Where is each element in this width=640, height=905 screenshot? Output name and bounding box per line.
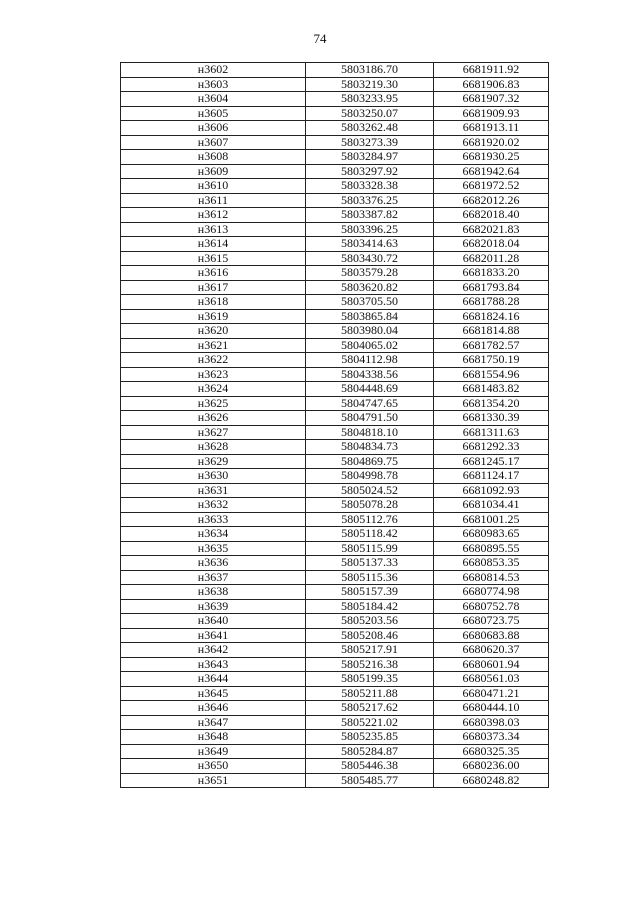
point-id-cell: н3626 [121,411,306,426]
point-id-cell: н3617 [121,280,306,295]
table-row [121,657,549,672]
point-id-cell: н3613 [121,222,306,237]
x-coordinate-cell: 5803273.39 [306,135,434,150]
y-coordinate-cell: 6680248.82 [434,773,549,788]
y-coordinate-cell: 6681750.19 [434,353,549,368]
y-coordinate-cell: 6681034.41 [434,498,549,513]
table-row [121,773,549,788]
table-row [121,353,549,368]
y-coordinate-cell: 6680752.78 [434,599,549,614]
y-coordinate-cell: 6680471.21 [434,686,549,701]
y-coordinate-cell: 6682018.40 [434,208,549,223]
y-coordinate-cell: 6681909.93 [434,106,549,121]
point-id-cell: н3636 [121,556,306,571]
table-row [121,164,549,179]
table-row [121,585,549,600]
table-row [121,715,549,730]
coordinates-table-body [121,63,549,788]
x-coordinate-cell: 5803262.48 [306,121,434,136]
y-coordinate-cell: 6681814.88 [434,324,549,339]
x-coordinate-cell: 5803414.63 [306,237,434,252]
y-coordinate-cell: 6680444.10 [434,701,549,716]
x-coordinate-cell: 5804338.56 [306,367,434,382]
y-coordinate-cell: 6681906.83 [434,77,549,92]
y-coordinate-cell: 6682011.28 [434,251,549,266]
point-id-cell: н3621 [121,338,306,353]
y-coordinate-cell: 6680398.03 [434,715,549,730]
y-coordinate-cell: 6681292.33 [434,440,549,455]
y-coordinate-cell: 6681311.63 [434,425,549,440]
x-coordinate-cell: 5804448.69 [306,382,434,397]
table-row [121,469,549,484]
y-coordinate-cell: 6681913.11 [434,121,549,136]
x-coordinate-cell: 5805284.87 [306,744,434,759]
y-coordinate-cell: 6680853.35 [434,556,549,571]
point-id-cell: н3630 [121,469,306,484]
point-id-cell: н3640 [121,614,306,629]
x-coordinate-cell: 5804747.65 [306,396,434,411]
table-row [121,309,549,324]
point-id-cell: н3618 [121,295,306,310]
x-coordinate-cell: 5805115.36 [306,570,434,585]
point-id-cell: н3625 [121,396,306,411]
y-coordinate-cell: 6680683.88 [434,628,549,643]
point-id-cell: н3606 [121,121,306,136]
table-row [121,382,549,397]
table-row [121,251,549,266]
x-coordinate-cell: 5803705.50 [306,295,434,310]
y-coordinate-cell: 6681001.25 [434,512,549,527]
x-coordinate-cell: 5803376.25 [306,193,434,208]
point-id-cell: н3611 [121,193,306,208]
point-id-cell: н3624 [121,382,306,397]
y-coordinate-cell: 6680983.65 [434,527,549,542]
x-coordinate-cell: 5805078.28 [306,498,434,513]
table-row [121,411,549,426]
x-coordinate-cell: 5805211.88 [306,686,434,701]
point-id-cell: н3609 [121,164,306,179]
table-row [121,150,549,165]
x-coordinate-cell: 5805157.39 [306,585,434,600]
x-coordinate-cell: 5804791.50 [306,411,434,426]
table-row [121,440,549,455]
point-id-cell: н3603 [121,77,306,92]
y-coordinate-cell: 6681788.28 [434,295,549,310]
point-id-cell: н3651 [121,773,306,788]
table-row [121,730,549,745]
point-id-cell: н3642 [121,643,306,658]
x-coordinate-cell: 5803297.92 [306,164,434,179]
table-row [121,193,549,208]
table-row [121,744,549,759]
point-id-cell: н3643 [121,657,306,672]
table-row [121,454,549,469]
point-id-cell: н3605 [121,106,306,121]
table-row [121,295,549,310]
x-coordinate-cell: 5803387.82 [306,208,434,223]
x-coordinate-cell: 5804112.98 [306,353,434,368]
table-row [121,512,549,527]
table-row [121,237,549,252]
point-id-cell: н3644 [121,672,306,687]
x-coordinate-cell: 5803328.38 [306,179,434,194]
point-id-cell: н3623 [121,367,306,382]
table-row [121,614,549,629]
point-id-cell: н3633 [121,512,306,527]
y-coordinate-cell: 6680236.00 [434,759,549,774]
x-coordinate-cell: 5805216.38 [306,657,434,672]
y-coordinate-cell: 6681793.84 [434,280,549,295]
y-coordinate-cell: 6680325.35 [434,744,549,759]
y-coordinate-cell: 6680814.53 [434,570,549,585]
x-coordinate-cell: 5805199.35 [306,672,434,687]
y-coordinate-cell: 6680774.98 [434,585,549,600]
point-id-cell: н3615 [121,251,306,266]
x-coordinate-cell: 5805137.33 [306,556,434,571]
x-coordinate-cell: 5803430.72 [306,251,434,266]
y-coordinate-cell: 6680561.03 [434,672,549,687]
table-row [121,121,549,136]
y-coordinate-cell: 6681782.57 [434,338,549,353]
y-coordinate-cell: 6680723.75 [434,614,549,629]
y-coordinate-cell: 6681245.17 [434,454,549,469]
table-row [121,527,549,542]
point-id-cell: н3648 [121,730,306,745]
x-coordinate-cell: 5805217.91 [306,643,434,658]
x-coordinate-cell: 5803219.30 [306,77,434,92]
x-coordinate-cell: 5804834.73 [306,440,434,455]
table-row [121,135,549,150]
y-coordinate-cell: 6681092.93 [434,483,549,498]
x-coordinate-cell: 5803980.04 [306,324,434,339]
point-id-cell: н3608 [121,150,306,165]
point-id-cell: н3627 [121,425,306,440]
x-coordinate-cell: 5805024.52 [306,483,434,498]
y-coordinate-cell: 6681354.20 [434,396,549,411]
table-row [121,686,549,701]
table-row [121,179,549,194]
point-id-cell: н3620 [121,324,306,339]
table-row [121,324,549,339]
y-coordinate-cell: 6681833.20 [434,266,549,281]
point-id-cell: н3602 [121,63,306,78]
table-row [121,556,549,571]
x-coordinate-cell: 5805446.38 [306,759,434,774]
point-id-cell: н3637 [121,570,306,585]
point-id-cell: н3634 [121,527,306,542]
y-coordinate-cell: 6682012.26 [434,193,549,208]
point-id-cell: н3622 [121,353,306,368]
table-row [121,498,549,513]
y-coordinate-cell: 6681824.16 [434,309,549,324]
x-coordinate-cell: 5804869.75 [306,454,434,469]
table-row [121,541,549,556]
table-row [121,106,549,121]
x-coordinate-cell: 5805208.46 [306,628,434,643]
point-id-cell: н3604 [121,92,306,107]
point-id-cell: н3612 [121,208,306,223]
y-coordinate-cell: 6682021.83 [434,222,549,237]
table-row [121,628,549,643]
page-number: 74 [313,31,327,46]
y-coordinate-cell: 6681124.17 [434,469,549,484]
x-coordinate-cell: 5803284.97 [306,150,434,165]
x-coordinate-cell: 5803865.84 [306,309,434,324]
point-id-cell: н3645 [121,686,306,701]
table-row [121,672,549,687]
y-coordinate-cell: 6680373.34 [434,730,549,745]
x-coordinate-cell: 5804998.78 [306,469,434,484]
table-row [121,701,549,716]
point-id-cell: н3610 [121,179,306,194]
table-row [121,425,549,440]
x-coordinate-cell: 5803396.25 [306,222,434,237]
x-coordinate-cell: 5805118.42 [306,527,434,542]
x-coordinate-cell: 5805184.42 [306,599,434,614]
x-coordinate-cell: 5803250.07 [306,106,434,121]
table-row [121,280,549,295]
x-coordinate-cell: 5805485.77 [306,773,434,788]
table-row [121,599,549,614]
point-id-cell: н3639 [121,599,306,614]
table-row [121,483,549,498]
y-coordinate-cell: 6681920.02 [434,135,549,150]
point-id-cell: н3607 [121,135,306,150]
point-id-cell: н3650 [121,759,306,774]
y-coordinate-cell: 6682018.04 [434,237,549,252]
point-id-cell: н3632 [121,498,306,513]
table-row [121,63,549,78]
table-row [121,338,549,353]
y-coordinate-cell: 6681930.25 [434,150,549,165]
table-row [121,222,549,237]
point-id-cell: н3614 [121,237,306,252]
coordinates-table [120,62,549,788]
point-id-cell: н3646 [121,701,306,716]
y-coordinate-cell: 6680601.94 [434,657,549,672]
y-coordinate-cell: 6681554.96 [434,367,549,382]
x-coordinate-cell: 5805235.85 [306,730,434,745]
y-coordinate-cell: 6680620.37 [434,643,549,658]
x-coordinate-cell: 5805115.99 [306,541,434,556]
table-row [121,208,549,223]
x-coordinate-cell: 5804065.02 [306,338,434,353]
x-coordinate-cell: 5803620.82 [306,280,434,295]
table-row [121,759,549,774]
x-coordinate-cell: 5805203.56 [306,614,434,629]
point-id-cell: н3638 [121,585,306,600]
x-coordinate-cell: 5805112.76 [306,512,434,527]
point-id-cell: н3641 [121,628,306,643]
y-coordinate-cell: 6681972.52 [434,179,549,194]
x-coordinate-cell: 5804818.10 [306,425,434,440]
table-row [121,266,549,281]
x-coordinate-cell: 5803579.28 [306,266,434,281]
y-coordinate-cell: 6681483.82 [434,382,549,397]
x-coordinate-cell: 5805221.02 [306,715,434,730]
y-coordinate-cell: 6681330.39 [434,411,549,426]
y-coordinate-cell: 6681911.92 [434,63,549,78]
point-id-cell: н3631 [121,483,306,498]
point-id-cell: н3649 [121,744,306,759]
point-id-cell: н3635 [121,541,306,556]
table-row [121,570,549,585]
x-coordinate-cell: 5803186.70 [306,63,434,78]
x-coordinate-cell: 5803233.95 [306,92,434,107]
y-coordinate-cell: 6680895.55 [434,541,549,556]
table-row [121,92,549,107]
point-id-cell: н3628 [121,440,306,455]
point-id-cell: н3647 [121,715,306,730]
table-row [121,77,549,92]
y-coordinate-cell: 6681907.32 [434,92,549,107]
y-coordinate-cell: 6681942.64 [434,164,549,179]
table-row [121,643,549,658]
point-id-cell: н3629 [121,454,306,469]
point-id-cell: н3616 [121,266,306,281]
point-id-cell: н3619 [121,309,306,324]
x-coordinate-cell: 5805217.62 [306,701,434,716]
table-row [121,396,549,411]
table-row [121,367,549,382]
